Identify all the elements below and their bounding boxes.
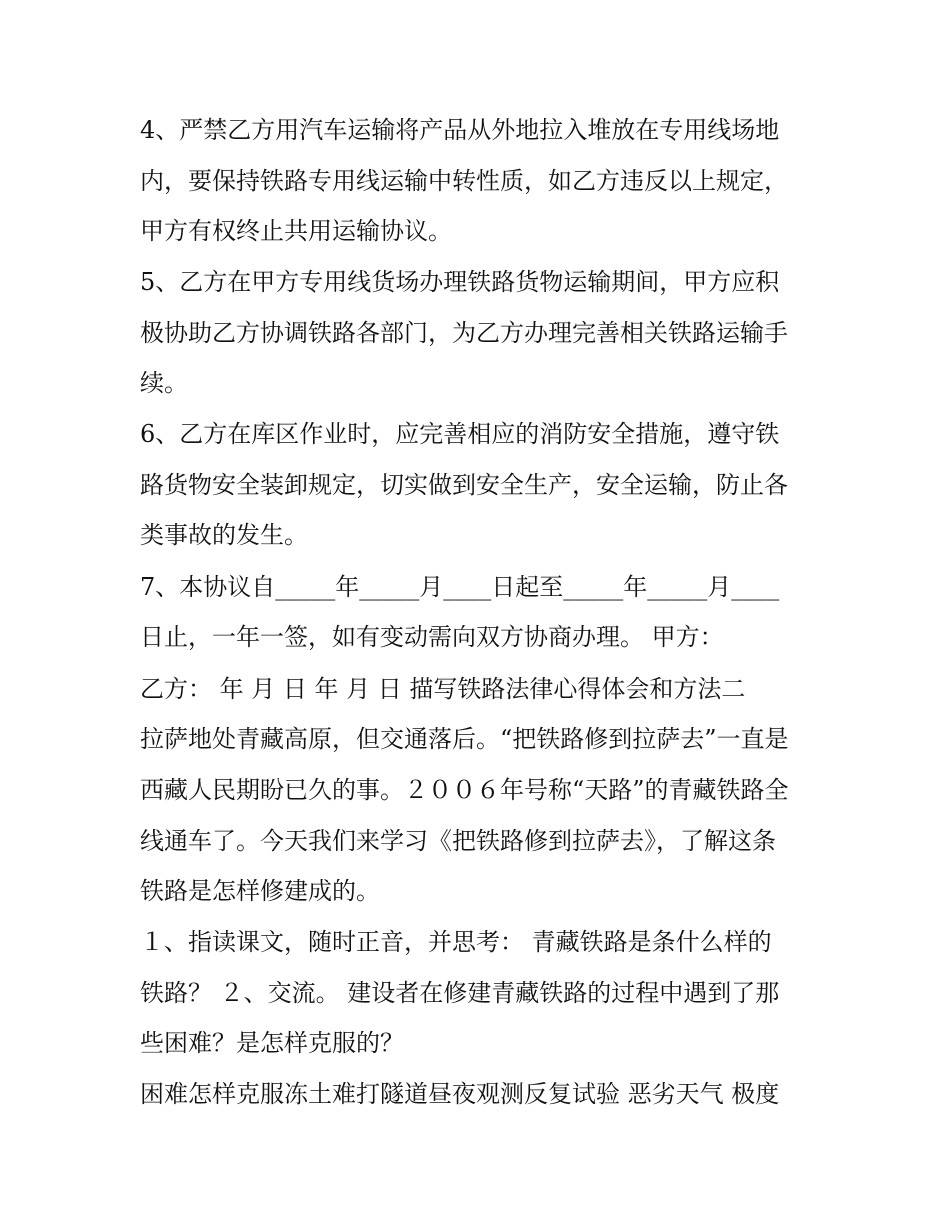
text-line: 铁路是怎样修建成的。 [140,877,380,905]
text-line: 日止，一年一签，如有变动需向双方协商办理。 甲方： [140,623,724,651]
text-line: 困难怎样克服冻土难打隧道昼夜观测反复试验 恶劣天气 极度 [140,1080,780,1108]
text-line: 线通车了。今天我们来学习《把铁路修到拉萨去》，了解这条 [140,827,776,855]
text-line: １、指读课文，随时正音，并思考： 青藏铁路是条什么样的 [140,928,772,956]
text-line: 拉萨地处青藏高原，但交通落后。“把铁路修到拉萨去”一直是 [140,725,789,753]
text-line: 些困难？是怎样克服的？ [140,1029,404,1057]
text-line: 路货物安全装卸规定，切实做到安全生产，安全运输，防止各 [140,471,788,499]
text-line: 极协助乙方协调铁路各部门，为乙方办理完善相关铁路运输手 [140,319,788,347]
text-line: 6、乙方在库区作业时，应完善相应的消防安全措施，遵守铁 [140,420,780,448]
text-line: 内，要保持铁路专用线运输中转性质，如乙方违反以上规定， [140,167,788,195]
text-line: 5、乙方在甲方专用线货场办理铁路货物运输期间，甲方应积 [140,268,780,296]
text-line: 铁路？ ２、交流。 建设者在修建青藏铁路的过程中遇到了那 [140,979,780,1007]
text-line: 续。 [140,369,188,397]
text-line: 4、严禁乙方用汽车运输将产品从外地拉入堆放在专用线场地 [140,116,780,144]
text-line: 7、本协议自_____年_____月____日起至_____年_____月____ [140,573,780,601]
text-line: 西藏人民期盼已久的事。２００６年号称“天路”的青藏铁路全 [140,776,789,804]
text-line: 乙方： 年 月 日 年 月 日 描写铁路法律心得体会和方法二 [140,675,746,703]
text-line: 甲方有权终止共用运输协议。 [140,217,452,245]
text-line: 类事故的发生。 [140,521,308,549]
